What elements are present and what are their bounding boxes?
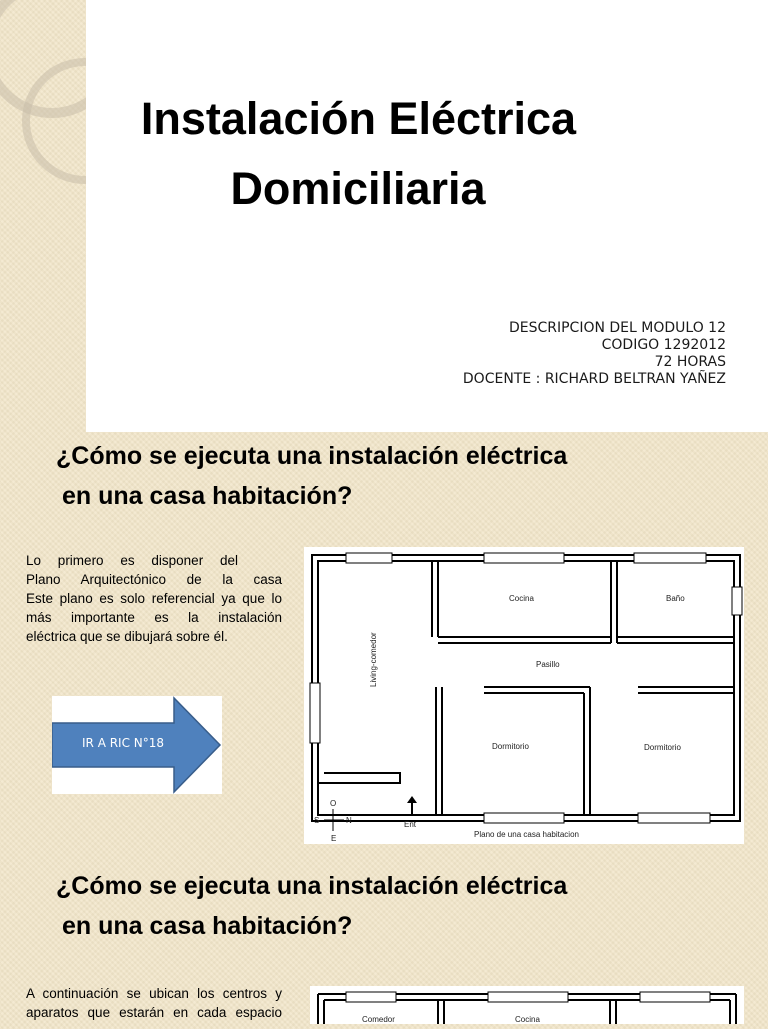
paragraph-line: Plano Arquitectónico de la casa	[26, 572, 282, 587]
room-label-pasillo: Pasillo	[536, 660, 560, 669]
house-floor-plan-2	[310, 986, 744, 1024]
paragraph-line: eléctrica que se dibujará sobre él.	[26, 629, 228, 644]
module-teacher: DOCENTE : RICHARD BELTRAN YAÑEZ	[462, 371, 726, 387]
entry-label: Ent	[404, 820, 417, 829]
room-label-comedor: Comedor	[362, 1015, 395, 1024]
slide2-question-line-2: en una casa habitación?	[62, 482, 353, 510]
house-floor-plan	[304, 547, 744, 844]
module-hours: 72 HORAS	[654, 354, 726, 370]
slide3-question-line-1: ¿Cómo se ejecuta una instalación eléctrica	[56, 872, 568, 900]
slide-title-line-2: Domiciliaria	[230, 163, 486, 214]
slide-title-line-1: Instalación Eléctrica	[140, 93, 577, 144]
compass-east-label: N	[346, 816, 352, 825]
paragraph-line: Este plano es solo referencial ya que lo	[26, 591, 282, 606]
slide2-question-line-1: ¿Cómo se ejecuta una instalación eléctrica	[56, 442, 568, 470]
compass-icon	[324, 809, 344, 831]
room-label-cocina: Cocina	[509, 594, 534, 603]
ric-18-arrow-button[interactable]	[52, 696, 222, 794]
room-label-dormitorio-1: Dormitorio	[492, 742, 529, 751]
module-details	[463, 320, 726, 388]
arrow-button-label: IR A RIC N°18	[82, 736, 165, 750]
paragraph-line: Lo primero es disponer del	[26, 553, 238, 568]
compass-north-label: O	[330, 799, 337, 808]
plan-caption: Plano de una casa habitacion	[474, 830, 579, 839]
title-slide	[0, 0, 768, 432]
room-label-cocina-2: Cocina	[515, 1015, 540, 1024]
slide3-question-line-2: en una casa habitación?	[62, 912, 353, 940]
room-label-living: Living-comedor	[369, 632, 378, 687]
compass-west-label: S	[314, 816, 320, 825]
paragraph-line: A continuación se ubican los centros y	[26, 986, 282, 1001]
room-label-dormitorio-2: Dormitorio	[644, 743, 681, 752]
paragraph-line: más importante es la instalación	[26, 610, 282, 625]
slide2-paragraph	[26, 551, 282, 646]
compass-south-label: E	[331, 834, 337, 843]
paragraph-line: aparatos que estarán en cada espacio	[26, 1005, 282, 1020]
module-code: CODIGO 1292012	[601, 337, 726, 353]
entry-arrow-icon	[407, 796, 417, 815]
module-description: DESCRIPCION DEL MODULO 12	[508, 320, 726, 336]
slide3-paragraph	[26, 984, 282, 1022]
room-label-bano: Baño	[666, 594, 685, 603]
